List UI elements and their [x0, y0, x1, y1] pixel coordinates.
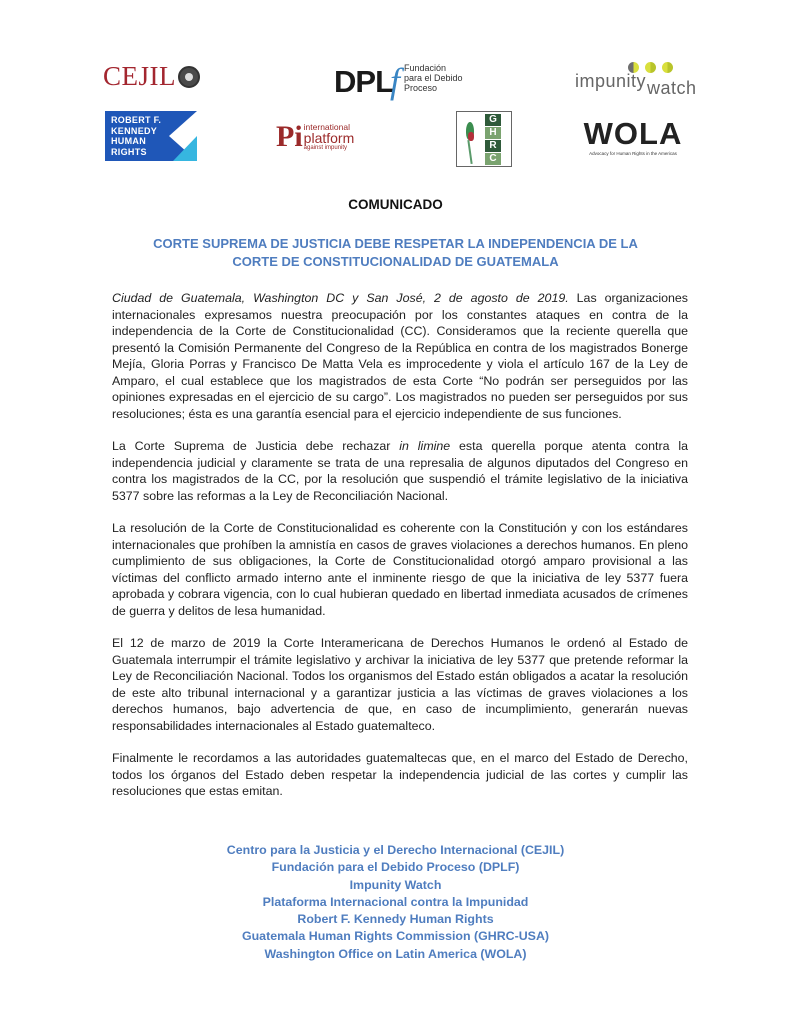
- paragraph-1: Ciudad de Guatemala, Washington DC y San José, 2 de agosto de 2019. Las organizaciones internacionales expresamos nuestra preocupación por los constantes ataques en contra de la independencia de la Corte de Constitucionalidad (CC). Consideramos que la reciente querella que presentó la Comisión Permanente del Congreso de la República en contra de los magistrados Bonerge Mejía, Gloria Porras y Francisco De Matta Vela es improcedente y viola el artículo 167 de la Ley de Amparo, el cual establece que los magistrados de esta Corte “No podrán ser perseguidos por las opiniones expresadas en el ejercicio de su cargo”. Los magistrados no pueden ser perseguidos por sus resoluciones; ésta es una garantía esencial para el ejercicio independiente de sus funciones.: [112, 291, 688, 421]
- document-label: COMUNICADO: [348, 197, 443, 212]
- paragraph-4: El 12 de marzo de 2019 la Corte Interamericana de Derechos Humanos le ordenó al Estado de Guatemala interrumpir el trámite legislativo y archivar la iniciativa de ley 5377 que pretende reformar la Ley de Reconciliación Nacional. Todos los organismos del Estado están obligados a acatar la resolución de este alto tribunal internacional y a garantizar justicia a las víctimas de graves violaciones a los derechos humanos, bajo advertencia de que, en caso de incumplimiento, generarán nuevas responsabilidades internacionales al Estado guatemalteco.: [112, 636, 688, 733]
- dateline: Ciudad de Guatemala, Washington DC y San José, 2 de agosto de 2019.: [112, 291, 569, 305]
- impunity-watch-word2: watch: [647, 78, 697, 98]
- ghrc-logo: [456, 111, 512, 167]
- dplf-logo-mark: DPL: [334, 63, 393, 99]
- paragraph-3: La resolución de la Corte de Constitucionalidad es coherente con la Constitución y con los estándares internacionales que prohíben la amnistía en casos de graves violaciones a derechos humanos. En pleno cumplimiento de sus obligaciones, la Corte de Constitucionalidad otorgó amparo provisional a las víctimas del conflicto armado interno ante el inminente riesgo de que la iniciativa de ley 5377 fuera aprobada y cobrara vigencia, con lo cual hubieran quedado en libertad inmediata acusados de crímenes de guerra y delitos de lesa humanidad.: [112, 521, 688, 618]
- cejil-logo: [103, 63, 200, 90]
- dplf-logo-subtitle: Fundación para el Debido Proceso: [404, 63, 463, 93]
- paragraph-2: La Corte Suprema de Justicia debe rechazar in limine esta querella porque atenta contra la independencia judicial y claramente se trata de una represalia de algunos diputados del Congreso en contra los magistrados de la CC, por la resolución que suspendió el trámite legislativo de la iniciativa 5377 sobre las reformas a la Ley de Reconciliación Nacional.: [112, 439, 688, 503]
- impunity-watch-word1: impunity: [575, 71, 647, 91]
- international-platform-logo: [276, 122, 354, 152]
- wola-logo-mark: WOLA: [583, 116, 683, 151]
- quetzal-bird-icon: [457, 112, 485, 166]
- rfk-logo-text: ROBERT F. KENNEDY HUMAN RIGHTS: [111, 115, 162, 157]
- signatory: Guatemala Human Rights Commission (GHRC-USA): [241, 929, 550, 944]
- wola-logo-tagline: Advocacy for Human Rights in the Americas: [589, 151, 677, 156]
- impunity-watch-logo: [575, 62, 700, 102]
- ghrc-letters: G H R C: [485, 114, 501, 164]
- dplf-logo: [334, 63, 463, 99]
- signatories-list: [0, 842, 791, 963]
- dplf-f-icon: f: [390, 61, 401, 101]
- signatory: Impunity Watch: [349, 877, 442, 892]
- pi-logo-mark: Pi: [276, 120, 303, 153]
- signatory: Washington Office on Latin America (WOLA): [264, 946, 527, 961]
- signatory: Robert F. Kennedy Human Rights: [297, 912, 494, 927]
- cejil-logo-text: CEJIL: [103, 61, 176, 91]
- headline: CORTE SUPREMA DE JUSTICIA DEBE RESPETAR LA INDEPENDENCIA DE LA CORTE DE CONSTITUCIONALIDAD DE GUATEMALA: [153, 236, 638, 269]
- signatory: Plataforma Internacional contra la Impunidad: [262, 894, 529, 909]
- rfk-logo: [105, 111, 197, 161]
- rfk-triangle-icon: [173, 136, 197, 161]
- wola-logo: [578, 118, 688, 156]
- paragraph-5: Finalmente le recordamos a las autoridades guatemaltecas que, en el marco del Estado de Derecho, todos los órganos del Estado deben respetar la independencia judicial de las cortes y cumplir las resoluciones que estas emitan.: [112, 751, 688, 798]
- document-body: [112, 290, 688, 816]
- signatory: Fundación para el Debido Proceso (DPLF): [271, 860, 520, 875]
- pi-logo-text: international platform against impunity: [303, 121, 355, 152]
- cejil-seal-icon: [178, 66, 200, 88]
- signatory: Centro para la Justicia y el Derecho Internacional (CEJIL): [226, 843, 565, 857]
